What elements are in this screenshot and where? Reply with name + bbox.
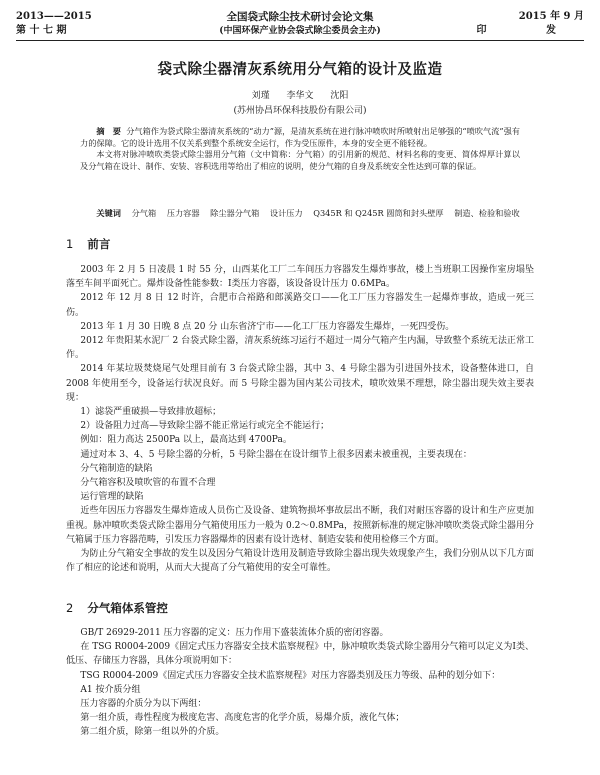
paragraph: GB/T 26929-2011 压力容器的定义：压力作用下盛装流体介质的密闭容器。: [80, 628, 389, 638]
section-heading-1: [66, 236, 110, 252]
keywords-label: 关键词: [96, 208, 121, 218]
list-item: 例如：阻力高达 2500Pa 以上，最高达到 4700Pa。: [80, 435, 292, 446]
factor-item: 运行管理的缺陷: [80, 492, 144, 503]
paper-title: 袋式除尘器清灰系统用分气箱的设计及监造: [157, 62, 443, 78]
section-heading-2: [66, 600, 168, 616]
section-title: 分气箱体系管控: [87, 601, 168, 615]
section-number: 2: [66, 601, 74, 615]
author: 刘瑾: [251, 91, 270, 101]
list-item: 1）滤袋严重破损—导致排放超标；: [80, 407, 222, 418]
author: 李华文: [286, 91, 314, 101]
keyword: 分气箱: [131, 208, 157, 218]
section-2-body: [66, 626, 534, 740]
paragraph: 2013 年 1 月 30 日晚 8 点 20 分 山东省济宁市——化工厂压力容器发生爆炸，一死四受伤。: [80, 321, 455, 332]
authors: [0, 88, 600, 101]
paragraph: 压力容器的介质分为以下两组：: [80, 699, 207, 710]
paragraph: 2012 年 12 月 8 日 12 时许，合肥市合裕路和郎溪路交口——化工厂压力容器发生一起爆炸事故，造成一死三伤。: [66, 293, 534, 318]
author: 沈阳: [330, 91, 349, 101]
factor-item: 分气箱容积及喷吹管的布置不合理: [80, 478, 216, 489]
publication-date: 2015 年 9 月: [518, 11, 584, 22]
paragraph: 2014 年某垃圾焚烧尾气处理目前有 3 台袋式除尘器，其中 3、4 号除尘器为引进国外技术，设备整体进口，自 2008 年使用至今，设备运行状况良好。而 5 号除尘器为国内某公司技术，喷吹效果不理想，除尘器出现失效主要表现：: [66, 364, 534, 403]
paragraph: 为防止分气箱安全事故的发生以及因分气箱设计选用及制造导致除尘器出现失效现象产生，我们分别从以下几方面作了相应的论述和说明，从而大大提高了分气箱使用的安全可靠性。: [66, 549, 534, 574]
keyword: Q345R 和 Q245R 圆筒和封头壁厚: [313, 208, 444, 218]
proceedings-organizer: (中国环保产业协会袋式除尘委员会主办): [219, 26, 381, 36]
keyword: 设计压力: [269, 208, 303, 218]
section-number: 1: [66, 237, 74, 251]
running-head: [16, 6, 584, 41]
publication-note: 印 发: [476, 25, 584, 36]
section-title: 前言: [87, 237, 111, 251]
paragraph: 2012 年贵阳某水泥厂 2 台袋式除尘器，清灰系统练习运行不超过一周分气箱产生内漏，导致整个系统无法正常工作。: [66, 336, 534, 361]
paragraph: 2003 年 2 月 5 日凌晨 1 时 55 分，山西某化工厂二车间压力容器发生爆炸事故，楼上当班职工因操作室房塌坠落至车间平面死亡。爆炸设备性能参数：Ⅰ类压力容器，该设备设计压力 0.6MPa。: [66, 265, 534, 290]
issue-number: 第 十 七 期: [16, 25, 67, 36]
running-head-left: [16, 10, 92, 38]
keyword: 压力容器: [166, 208, 200, 218]
paragraph: 在 TSG R0004-2009《固定式压力容器安全技术监察规程》中，脉冲喷吹类袋式除尘器用分气箱可以定义为Ⅰ类、低压、存储压力容器，具体分项说明如下：: [66, 642, 534, 667]
paragraph: 通过对本 3、4、5 号除尘器的分析，5 号除尘器在在设计细节上很多因素未被重视，主要表现在：: [80, 449, 472, 460]
abstract-text-2: 本文将对脉冲喷吹类袋式除尘器用分气箱（文中简称：分气箱）的引用新的规范、材料名称的变更、简体焊厚计算以及分气箱在设计、制作、安装、容积选用等给出了相应的说明，使分气箱的自身及系统安全性达到可靠的保证。: [80, 149, 520, 171]
paragraph: TSG R0004-2009《固定式压力容器安全技术监察规程》对压力容器类别及压力等级、品种的划分如下：: [80, 670, 501, 681]
list-item: 2）设备阻力过高—导致除尘器不能正常运行或完全不能运行；: [80, 421, 330, 432]
abstract-text: 分气箱作为袋式除尘器清灰系统的“动力”源，是清灰系统在进行脉冲喷吹时所喷射出足够强的“喷吹气流”强有力的保障。它的设计选用不仅关系到整个系统安全运行，作为受压原件，本身的安全更不能轻视。: [80, 126, 520, 148]
keyword: 除尘器分气箱: [210, 208, 260, 218]
keywords: [80, 208, 520, 220]
running-head-center: [176, 10, 424, 38]
subheading: A1 按介质分组: [80, 684, 141, 695]
affiliation: (苏州协昌环保科技股份有限公司): [233, 106, 367, 116]
section-1-body: [66, 263, 534, 575]
proceedings-title: 全国袋式除尘技术研讨会论文集: [226, 11, 374, 23]
abstract: [80, 126, 520, 172]
keyword: 制造、检验和验收: [454, 208, 520, 218]
factor-item: 分气箱制造的缺陷: [80, 463, 153, 474]
paragraph: 第一组介质，毒性程度为极度危害、高度危害的化学介质，易爆介质，液化气体；: [80, 713, 405, 724]
volume-years: 2013——2015: [16, 11, 92, 22]
paragraph: 近些年因压力容器发生爆炸造成人员伤亡及设备、建筑物损坏事故层出不断，我们对耐压容器的设计和生产应更加重视。脉冲喷吹类袋式除尘器用分气箱使用压力一般为 0.2～0.8MPa，按照新标准的规定脉冲喷吹类袋式除尘器用分气箱属于压力容器范畴，引发压力容器爆炸的因素有设计选材、制造安装和使用检修三个方面。: [66, 506, 534, 545]
running-head-right: [477, 10, 584, 38]
paragraph: 第二组介质，除第一组以外的介质。: [80, 727, 225, 738]
abstract-label: 摘 要: [96, 126, 121, 136]
